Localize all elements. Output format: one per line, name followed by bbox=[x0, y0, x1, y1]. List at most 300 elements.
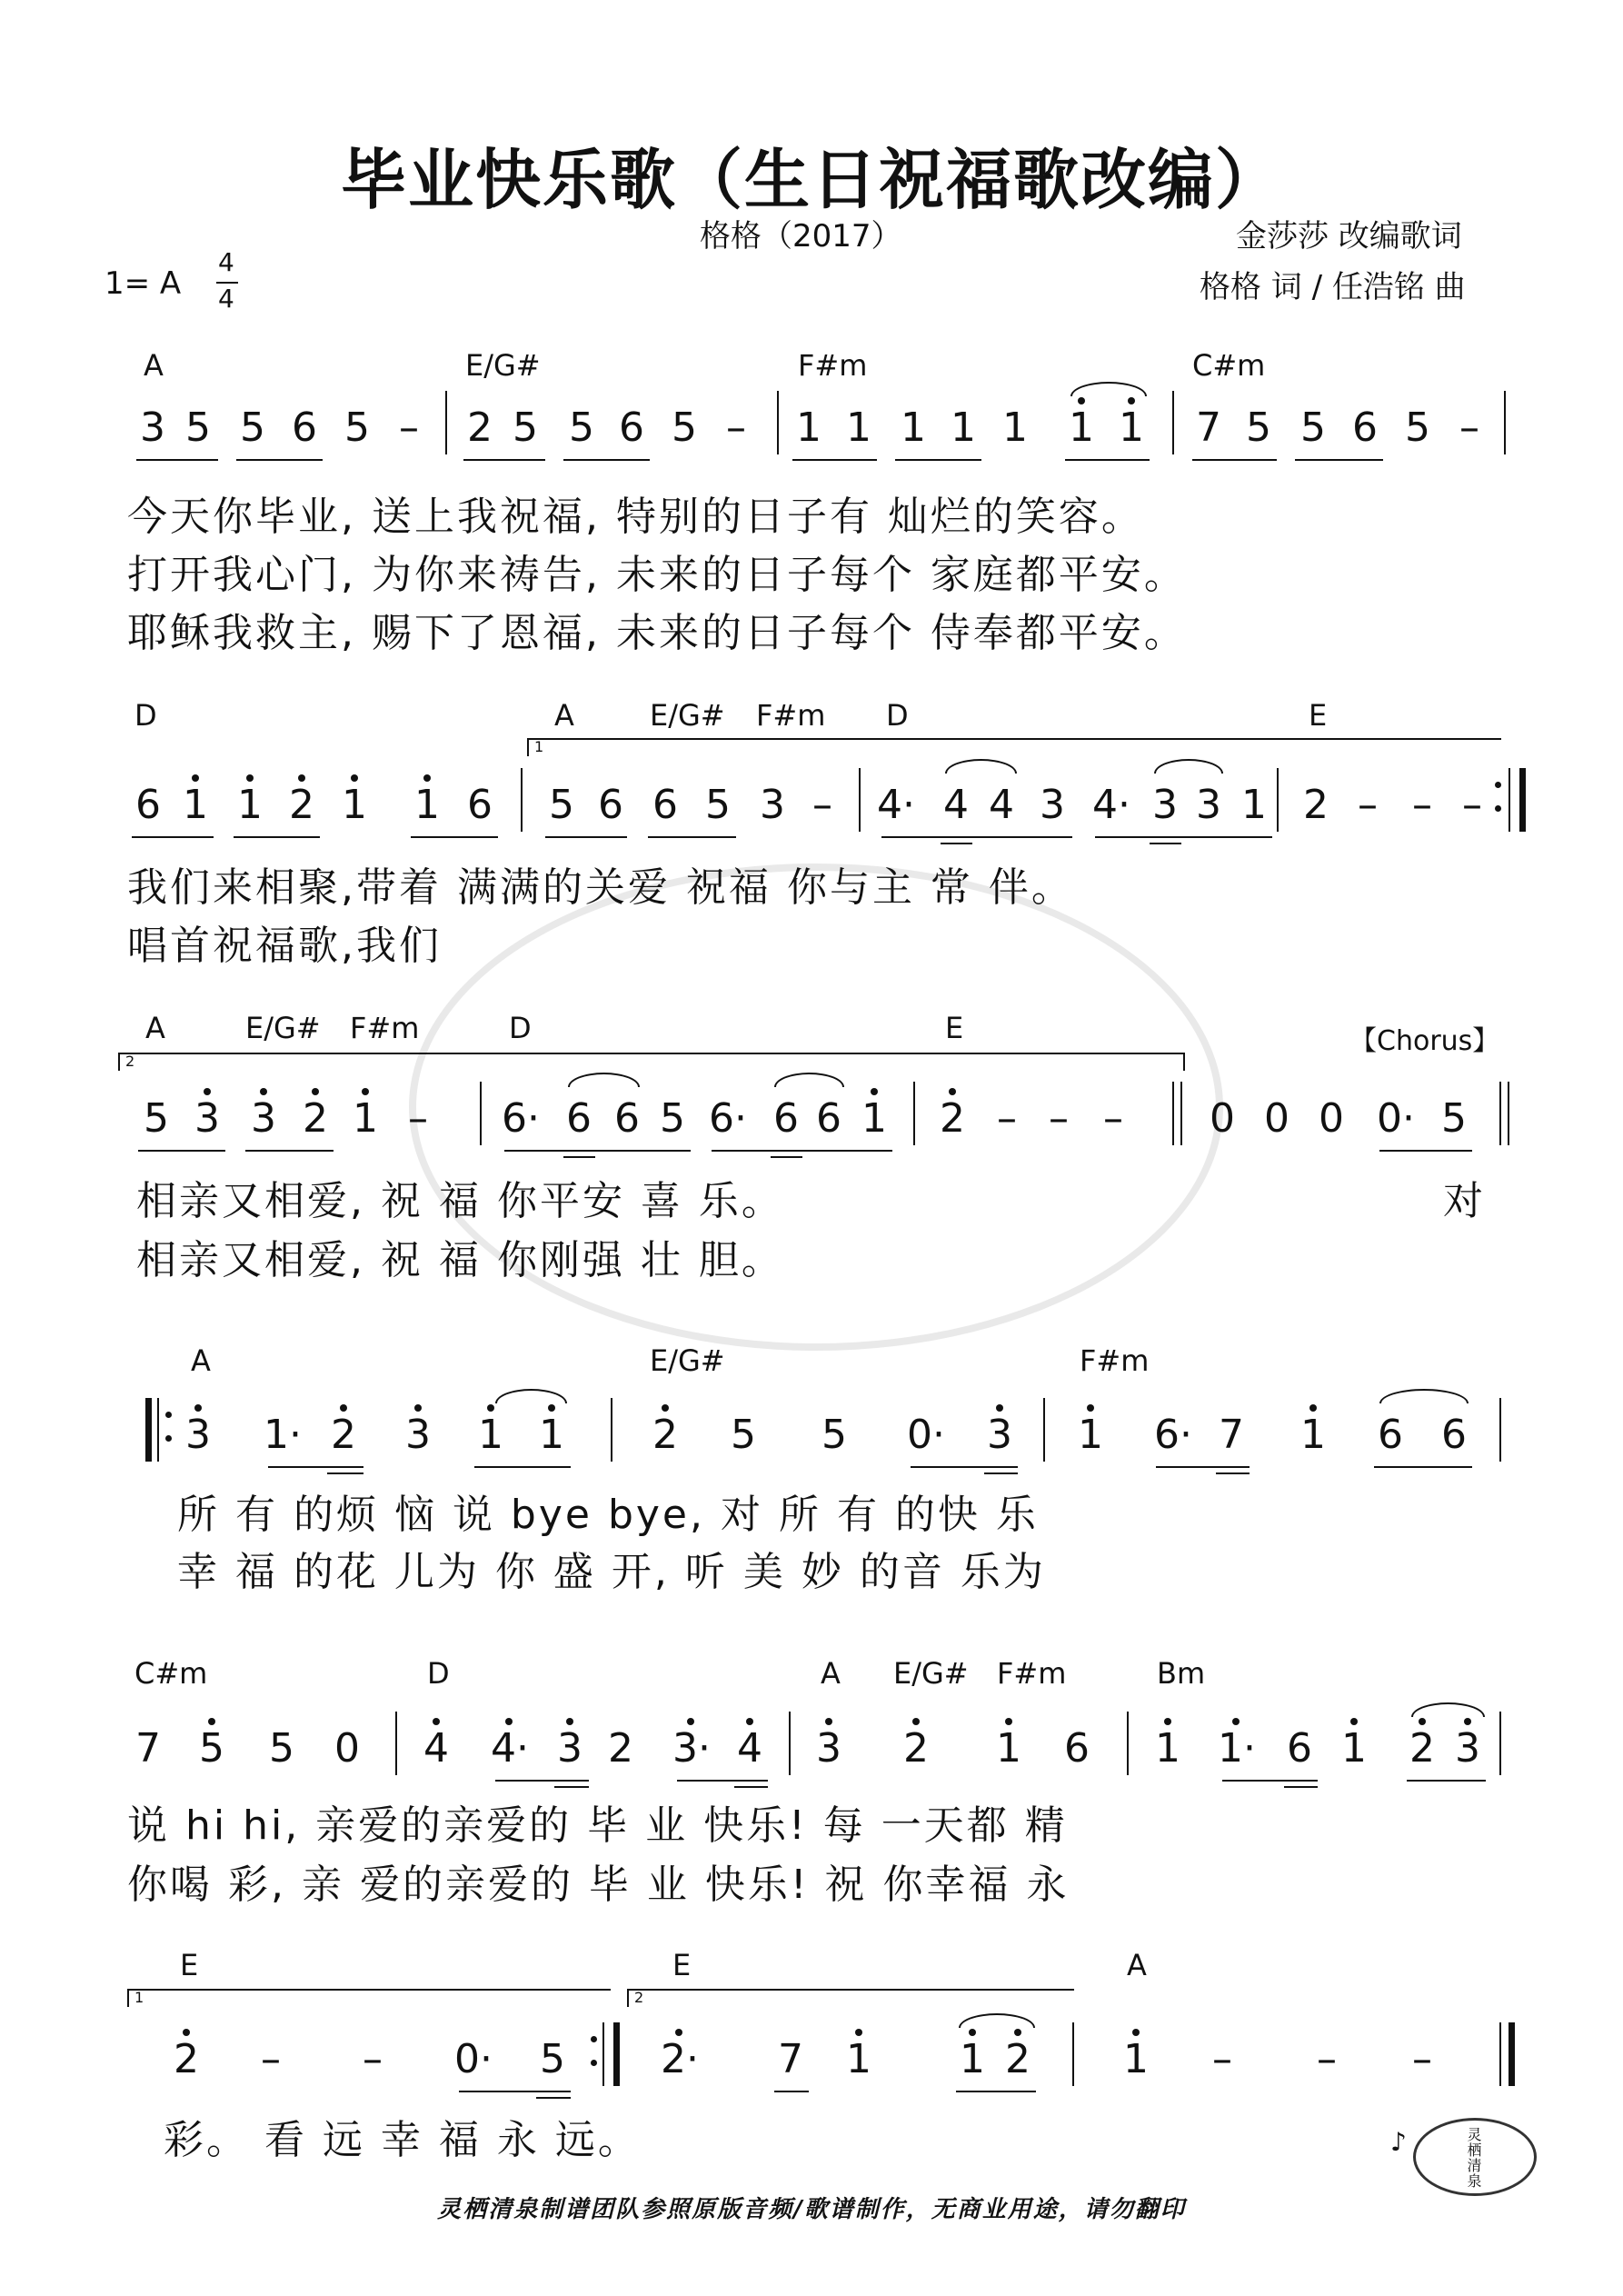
note: 3 bbox=[981, 1412, 1018, 1458]
note: 5 bbox=[569, 404, 594, 451]
note: 3 bbox=[1152, 782, 1178, 828]
octave-dot bbox=[912, 1718, 920, 1725]
note: 5 bbox=[821, 1412, 847, 1458]
beam-line bbox=[459, 2091, 571, 2092]
chord: E/G# bbox=[650, 698, 725, 733]
note: 3 bbox=[760, 782, 785, 828]
beam-line bbox=[545, 836, 627, 838]
beam-line bbox=[136, 459, 218, 461]
beam-line bbox=[911, 1466, 1018, 1468]
note: 6 bbox=[1352, 404, 1378, 451]
beam-line bbox=[956, 2091, 1036, 2092]
chorus-tag: 【Chorus】 bbox=[1349, 1025, 1500, 1057]
barline bbox=[1172, 1082, 1174, 1145]
note: 2 bbox=[898, 1725, 934, 1772]
beam-line bbox=[268, 1466, 363, 1468]
note: 6 bbox=[566, 1095, 592, 1142]
octave-dot bbox=[351, 774, 358, 782]
beam-line bbox=[881, 836, 1072, 838]
barline bbox=[1499, 1082, 1501, 1145]
note: 3 bbox=[400, 1412, 436, 1458]
lyric-line: 打开我心门, 为你来祷告, 未来的日子每个 家庭都平安。 bbox=[127, 552, 1187, 598]
beam-line bbox=[504, 1150, 691, 1152]
note: 2 bbox=[325, 1412, 362, 1458]
lyric-line: 说 hi hi, 亲爱的亲爱的 毕 业 快乐! 每 一天都 精 bbox=[127, 1802, 1068, 1849]
beam-line bbox=[1095, 836, 1272, 838]
beam-line bbox=[1192, 459, 1277, 461]
key-signature: 1= A bbox=[105, 265, 182, 302]
octave-dot bbox=[825, 1718, 832, 1725]
note: 2 bbox=[608, 1725, 633, 1772]
note: 3 bbox=[189, 1095, 225, 1142]
lyric-line: 你喝 彩, 亲 爱的亲爱的 毕 业 快乐! 祝 你幸福 永 bbox=[127, 1862, 1070, 1908]
barline bbox=[602, 2022, 604, 2086]
note: 3 bbox=[1449, 1725, 1486, 1772]
note: 6 bbox=[1064, 1725, 1090, 1772]
barline bbox=[480, 1082, 482, 1145]
note: 7 bbox=[1196, 404, 1221, 451]
barline bbox=[395, 1712, 397, 1775]
barline bbox=[913, 1082, 915, 1145]
note: 4· bbox=[877, 782, 915, 828]
barline bbox=[1499, 1398, 1501, 1462]
beam-line bbox=[648, 836, 736, 838]
beam-line bbox=[236, 459, 323, 461]
note: 1 bbox=[1002, 404, 1028, 451]
note: 1 bbox=[954, 2036, 991, 2082]
note: 4 bbox=[732, 1725, 768, 1772]
chord: Bm bbox=[1157, 1656, 1206, 1691]
barline bbox=[1508, 2022, 1515, 2086]
note: 5 bbox=[1441, 1095, 1467, 1142]
tie-arc bbox=[495, 1389, 567, 1403]
note: 5 bbox=[1246, 404, 1271, 451]
note: 5 bbox=[705, 782, 731, 828]
note: 5 bbox=[269, 1725, 294, 1772]
note: 0 bbox=[1210, 1095, 1235, 1142]
note: 0· bbox=[1377, 1095, 1415, 1142]
note: – bbox=[261, 2036, 281, 2082]
note: 6 bbox=[467, 782, 493, 828]
note: 1· bbox=[1218, 1725, 1254, 1772]
barline bbox=[611, 1398, 612, 1462]
note: 1 bbox=[336, 782, 373, 828]
note: 5 bbox=[240, 404, 265, 451]
barline bbox=[145, 1398, 152, 1462]
beam-line bbox=[327, 1472, 363, 1474]
barline bbox=[1504, 391, 1506, 454]
barline bbox=[1072, 2022, 1074, 2086]
note: 1 bbox=[796, 404, 821, 451]
chord: F#m bbox=[350, 1011, 420, 1045]
note: 3 bbox=[552, 1725, 588, 1772]
beam-line bbox=[984, 1472, 1018, 1474]
beam-line bbox=[1156, 1466, 1250, 1468]
note: 5 bbox=[660, 1095, 685, 1142]
note: 6 bbox=[652, 782, 678, 828]
octave-dot bbox=[204, 1088, 211, 1095]
note: 1 bbox=[533, 1412, 570, 1458]
octave-dot bbox=[1164, 1718, 1171, 1725]
barline bbox=[1127, 1712, 1129, 1775]
note: – bbox=[1459, 404, 1479, 451]
barline bbox=[1499, 1712, 1501, 1775]
note: 2 bbox=[284, 782, 320, 828]
barline bbox=[521, 768, 523, 832]
barline bbox=[1508, 1082, 1509, 1145]
note: 6 bbox=[816, 1095, 841, 1142]
barline bbox=[789, 1712, 791, 1775]
octave-dot bbox=[433, 1718, 440, 1725]
chord: E/G# bbox=[650, 1343, 725, 1378]
barline bbox=[1043, 1398, 1045, 1462]
beam-line bbox=[411, 836, 498, 838]
beam-line bbox=[774, 2091, 809, 2092]
octave-dot bbox=[687, 1718, 694, 1725]
volta-1 bbox=[127, 1989, 611, 2007]
note: 1 bbox=[841, 2036, 877, 2082]
chord: E/G# bbox=[893, 1656, 969, 1691]
lyric-line: 我们来相聚,带着 满满的关爱 祝福 你与主 常 伴。 bbox=[127, 864, 1074, 911]
barline bbox=[1499, 2022, 1501, 2086]
note: – bbox=[1358, 782, 1378, 828]
chord: A bbox=[145, 1011, 165, 1045]
volta-2 bbox=[627, 1989, 1074, 2007]
barline bbox=[1519, 768, 1526, 832]
note: 6 bbox=[773, 1095, 799, 1142]
repeat-dot bbox=[591, 2060, 597, 2066]
octave-dot bbox=[1005, 1718, 1012, 1725]
tie-arc bbox=[1379, 1389, 1469, 1403]
note: 0 bbox=[334, 1725, 360, 1772]
barline bbox=[1277, 768, 1279, 832]
credits-line1: 金莎莎 改编歌词 bbox=[1236, 218, 1462, 255]
note: 2 bbox=[297, 1095, 334, 1142]
octave-dot bbox=[566, 1718, 573, 1725]
note: 2 bbox=[1000, 2036, 1036, 2082]
beam-line bbox=[234, 836, 320, 838]
note: 6· bbox=[709, 1095, 747, 1142]
note: 1 bbox=[232, 782, 268, 828]
octave-dot bbox=[505, 1718, 513, 1725]
note: 4· bbox=[1092, 782, 1130, 828]
note: – bbox=[408, 1095, 428, 1142]
barline bbox=[445, 391, 447, 454]
note: 1 bbox=[1118, 2036, 1154, 2082]
beam-line bbox=[734, 1786, 768, 1788]
note: 1 bbox=[1241, 782, 1267, 828]
note: 1 bbox=[409, 782, 445, 828]
time-sig-top: 4 bbox=[218, 247, 234, 277]
note: – bbox=[1103, 1095, 1123, 1142]
chord: A bbox=[1127, 1948, 1147, 1982]
note: 1 bbox=[951, 404, 976, 451]
note: 7 bbox=[1219, 1412, 1244, 1458]
octave-dot bbox=[855, 2029, 862, 2036]
beam-line bbox=[1379, 1150, 1472, 1152]
note: 1 bbox=[177, 782, 214, 828]
note: 1 bbox=[1336, 1725, 1372, 1772]
repeat-dot bbox=[165, 1435, 172, 1442]
octave-dot bbox=[183, 2029, 190, 2036]
note: 0 bbox=[1264, 1095, 1289, 1142]
note: 6 bbox=[135, 782, 161, 828]
tie-arc bbox=[959, 2013, 1035, 2028]
beam-line bbox=[1374, 1466, 1472, 1468]
note: 1 bbox=[901, 404, 926, 451]
octave-dot bbox=[423, 774, 431, 782]
note: 1 bbox=[1295, 1412, 1331, 1458]
beam-line bbox=[1065, 459, 1150, 461]
note: 3 bbox=[811, 1725, 847, 1772]
note: 3· bbox=[672, 1725, 709, 1772]
volta-number: 2 bbox=[634, 1989, 644, 2006]
beam-line bbox=[1284, 1786, 1318, 1788]
note: 2· bbox=[661, 2036, 697, 2082]
chord: E/G# bbox=[245, 1011, 321, 1045]
note: 1· bbox=[264, 1412, 302, 1458]
note: 5 bbox=[513, 404, 538, 451]
note: – bbox=[1412, 2036, 1432, 2082]
barline bbox=[613, 2022, 620, 2086]
beam-line bbox=[536, 2097, 571, 2099]
octave-dot bbox=[662, 1404, 669, 1412]
octave-dot bbox=[1132, 2029, 1140, 2036]
footer-notice: 灵栖清泉制谱团队参照原版音频/歌谱制作，无商业用途，请勿翻印 bbox=[437, 2196, 1186, 2223]
octave-dot bbox=[414, 1404, 422, 1412]
tie-arc bbox=[945, 759, 1017, 774]
octave-dot bbox=[312, 1088, 319, 1095]
lyric-line: 幸 福 的花 儿为 你 盛 开, 听 美 妙 的音 乐为 bbox=[177, 1549, 1046, 1595]
chord: D bbox=[427, 1656, 450, 1691]
tie-arc bbox=[1070, 382, 1147, 396]
note: – bbox=[1212, 2036, 1232, 2082]
lyric-line: 相亲又相爱, 祝 福 你刚强 壮 胆。 bbox=[136, 1237, 784, 1283]
octave-dot bbox=[298, 774, 305, 782]
chord: D bbox=[886, 698, 909, 733]
note: 1 bbox=[846, 404, 871, 451]
octave-dot bbox=[1087, 1404, 1094, 1412]
note: 5 bbox=[185, 404, 211, 451]
beam-line bbox=[677, 1780, 768, 1782]
barline bbox=[859, 768, 861, 832]
chord: A bbox=[554, 698, 574, 733]
beam-line bbox=[554, 1786, 589, 1788]
note: 5 bbox=[194, 1725, 230, 1772]
note: 6 bbox=[598, 782, 623, 828]
chord: E bbox=[672, 1948, 692, 1982]
note: 2 bbox=[934, 1095, 971, 1142]
note: – bbox=[726, 404, 746, 451]
barline bbox=[1508, 768, 1510, 832]
octave-dot bbox=[1078, 397, 1085, 404]
lyric-line: 耶稣我救主, 赐下了恩福, 未来的日子每个 侍奉都平安。 bbox=[127, 610, 1187, 656]
note: 6 bbox=[1378, 1412, 1403, 1458]
octave-dot bbox=[871, 1088, 878, 1095]
octave-dot bbox=[949, 1088, 956, 1095]
beam-line bbox=[895, 459, 981, 461]
note: 0· bbox=[454, 2036, 493, 2082]
beam-line bbox=[132, 836, 214, 838]
note: 0· bbox=[907, 1412, 945, 1458]
tie-arc bbox=[1411, 1702, 1485, 1717]
note: 3 bbox=[180, 1412, 216, 1458]
octave-dot bbox=[548, 1404, 555, 1412]
note: 6 bbox=[619, 404, 644, 451]
note: 5 bbox=[1300, 404, 1326, 451]
note: 1 bbox=[1150, 1725, 1186, 1772]
note: 3 bbox=[140, 404, 165, 451]
volta-number: 2 bbox=[125, 1053, 135, 1070]
octave-dot bbox=[246, 774, 254, 782]
beam-line bbox=[1216, 1472, 1250, 1474]
note: 5 bbox=[549, 782, 574, 828]
note: – bbox=[1317, 2036, 1337, 2082]
beam-line bbox=[1222, 1780, 1318, 1782]
beam-line bbox=[792, 459, 877, 461]
note: 4 bbox=[418, 1725, 454, 1772]
chord: E/G# bbox=[465, 348, 541, 383]
note: 3 bbox=[1040, 782, 1065, 828]
note: 1 bbox=[347, 1095, 383, 1142]
octave-dot bbox=[1464, 1718, 1471, 1725]
note: – bbox=[1462, 782, 1482, 828]
repeat-dot bbox=[591, 2036, 597, 2042]
note: 1 bbox=[1063, 404, 1100, 451]
logo-text: 灵栖清泉 bbox=[1465, 2127, 1482, 2189]
lyric-line: 相亲又相爱, 祝 福 你平安 喜 乐。 bbox=[136, 1178, 784, 1224]
note: 0 bbox=[1319, 1095, 1344, 1142]
chord: A bbox=[144, 348, 164, 383]
beam-line bbox=[712, 1150, 892, 1152]
note: – bbox=[812, 782, 832, 828]
note: 1 bbox=[1113, 404, 1150, 451]
note: 1 bbox=[1072, 1412, 1109, 1458]
repeat-dot bbox=[165, 1412, 172, 1418]
chord: E bbox=[1309, 698, 1328, 733]
note: 2 bbox=[467, 404, 493, 451]
note: – bbox=[1049, 1095, 1069, 1142]
beam-line bbox=[495, 1780, 589, 1782]
chord: F#m bbox=[997, 1656, 1067, 1691]
chord: C#m bbox=[1192, 348, 1266, 383]
octave-dot bbox=[487, 1404, 494, 1412]
chord: F#m bbox=[1080, 1343, 1150, 1378]
chord: F#m bbox=[798, 348, 868, 383]
barline bbox=[1172, 391, 1174, 454]
note: 6 bbox=[1287, 1725, 1312, 1772]
note: 2 bbox=[168, 2036, 204, 2082]
chord: E bbox=[945, 1011, 964, 1045]
note: 4 bbox=[943, 782, 969, 828]
note: 7 bbox=[135, 1725, 161, 1772]
note: 5 bbox=[1405, 404, 1430, 451]
octave-dot bbox=[194, 1404, 202, 1412]
octave-dot bbox=[996, 1404, 1003, 1412]
note: 6 bbox=[1441, 1412, 1467, 1458]
note: 5 bbox=[731, 1412, 756, 1458]
beam-line bbox=[563, 459, 650, 461]
octave-dot bbox=[746, 1718, 753, 1725]
credits-line2: 格格 词 / 任浩铭 曲 bbox=[1200, 269, 1466, 305]
note: 6 bbox=[614, 1095, 640, 1142]
note: 2 bbox=[1303, 782, 1329, 828]
octave-dot bbox=[362, 1088, 369, 1095]
note: – bbox=[997, 1095, 1017, 1142]
note: 2 bbox=[647, 1412, 683, 1458]
chord: E bbox=[180, 1948, 199, 1982]
barline bbox=[157, 1398, 159, 1462]
barline bbox=[1180, 1082, 1182, 1145]
volta-2 bbox=[118, 1053, 1185, 1071]
music-note-icon: ♪ bbox=[1390, 2127, 1407, 2157]
note: 5 bbox=[672, 404, 697, 451]
beam-line bbox=[474, 1466, 571, 1468]
note: – bbox=[363, 2036, 383, 2082]
octave-dot bbox=[1128, 397, 1135, 404]
volta-number: 1 bbox=[134, 1989, 144, 2006]
repeat-dot bbox=[1495, 782, 1501, 788]
note: – bbox=[399, 404, 419, 451]
chord: A bbox=[821, 1656, 841, 1691]
beam-line bbox=[245, 1150, 334, 1152]
note: 6· bbox=[502, 1095, 540, 1142]
octave-dot bbox=[192, 774, 199, 782]
note: 5 bbox=[144, 1095, 169, 1142]
repeat-dot bbox=[1495, 805, 1501, 812]
note: 3 bbox=[245, 1095, 282, 1142]
time-sig-bottom: 4 bbox=[218, 284, 234, 314]
note: 1 bbox=[991, 1725, 1027, 1772]
beam-line bbox=[138, 1150, 225, 1152]
note: 2 bbox=[1404, 1725, 1440, 1772]
barline bbox=[777, 391, 779, 454]
octave-dot bbox=[675, 2029, 682, 2036]
chord: C#m bbox=[134, 1656, 208, 1691]
note: – bbox=[1412, 782, 1432, 828]
octave-dot bbox=[260, 1088, 267, 1095]
note: 4· bbox=[491, 1725, 527, 1772]
note: 5 bbox=[540, 2036, 565, 2082]
note: 6 bbox=[292, 404, 317, 451]
note: 5 bbox=[344, 404, 370, 451]
octave-dot bbox=[1232, 1718, 1240, 1725]
octave-dot bbox=[1350, 1718, 1358, 1725]
subtitle: 格格（2017） bbox=[700, 218, 902, 255]
octave-dot bbox=[1309, 1404, 1317, 1412]
octave-dot bbox=[969, 2029, 976, 2036]
note: 1 bbox=[856, 1095, 892, 1142]
beam-line bbox=[771, 1156, 802, 1158]
lyric-line: 今天你毕业, 送上我祝福, 特别的日子有 灿烂的笑容。 bbox=[127, 494, 1144, 540]
lyric-line: 彩。 看 远 幸 福 永 远。 bbox=[164, 2117, 641, 2163]
beam-line bbox=[1150, 843, 1181, 844]
octave-dot bbox=[1419, 1718, 1426, 1725]
pickup-lyric: 对 bbox=[1443, 1178, 1486, 1224]
chord: A bbox=[191, 1343, 211, 1378]
note: 3 bbox=[1196, 782, 1221, 828]
octave-dot bbox=[208, 1718, 215, 1725]
chord: D bbox=[509, 1011, 532, 1045]
note: 6· bbox=[1154, 1412, 1192, 1458]
chord: F#m bbox=[756, 698, 826, 733]
beam-line bbox=[463, 459, 545, 461]
beam-line bbox=[563, 1156, 595, 1158]
octave-dot bbox=[340, 1404, 347, 1412]
octave-dot bbox=[1014, 2029, 1021, 2036]
beam-line bbox=[1407, 1780, 1486, 1782]
note: 7 bbox=[778, 2036, 803, 2082]
